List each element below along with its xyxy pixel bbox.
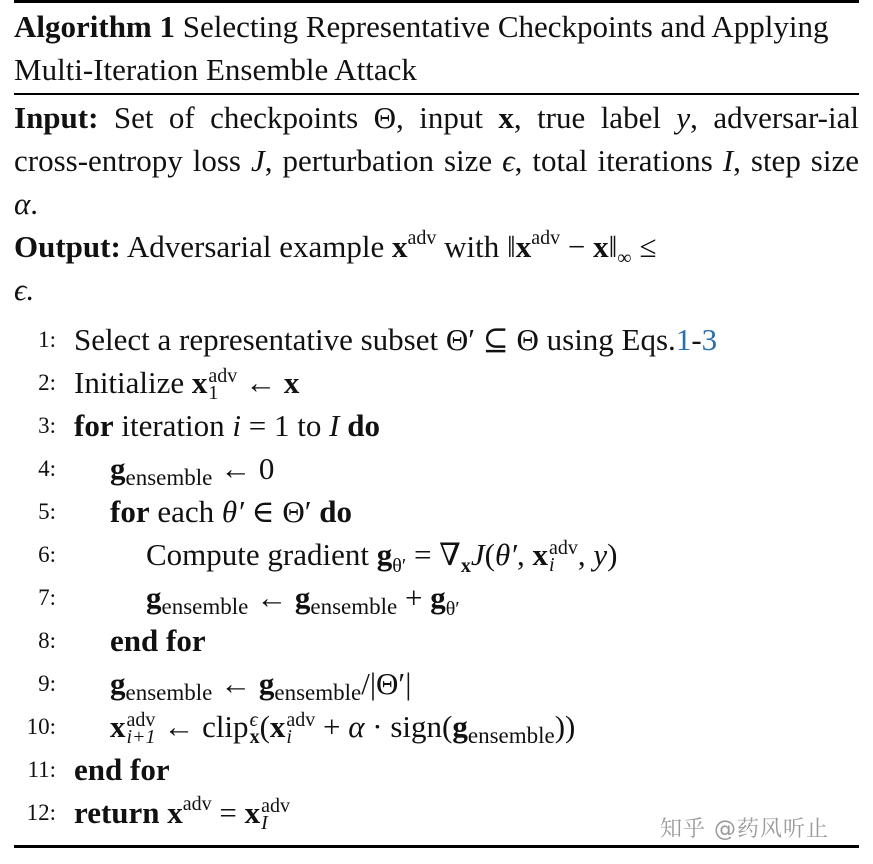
sign-fn: · sign( xyxy=(364,709,453,744)
output-x: x xyxy=(515,229,532,264)
ensemble-subscript: ensemble xyxy=(274,680,362,705)
subsup xyxy=(126,709,156,748)
clip-fn: clip xyxy=(202,709,249,744)
line-number: 10: xyxy=(26,714,56,739)
ensemble-subscript: ensemble xyxy=(125,680,213,705)
input-x: x xyxy=(498,100,514,135)
watermark: 知乎 @药风听止 xyxy=(660,817,829,842)
step-text-part: = 1 to xyxy=(241,408,330,443)
algorithm-title: Selecting Representative Checkpoints and Applying Multi-Iteration Ensemble Attack xyxy=(14,9,829,87)
step-text-part: /|Θ′| xyxy=(361,666,412,701)
line-number: 2: xyxy=(38,370,56,395)
comma: , xyxy=(577,537,594,572)
superscript: adv xyxy=(548,537,578,559)
step-text-part: ∈ Θ′ xyxy=(243,494,320,529)
math-x: x xyxy=(269,709,286,744)
paren: ) xyxy=(607,537,618,572)
output-label: Output: xyxy=(14,229,121,264)
step-text xyxy=(74,318,717,361)
step-text-part: Compute gradient xyxy=(146,537,377,572)
paren: )) xyxy=(554,709,576,744)
arrow: ← xyxy=(237,365,284,400)
keyword-do: do xyxy=(319,494,353,529)
line-number: 8: xyxy=(38,628,56,653)
arrow: ← xyxy=(248,580,295,615)
paren: ( xyxy=(484,537,495,572)
step-text-part: - xyxy=(691,322,702,357)
math-theta: θ′ xyxy=(494,537,517,572)
input-text: , adversar-ial cross-entropy loss xyxy=(14,100,859,178)
superscript: adv xyxy=(286,709,316,731)
input-text: , perturbation size xyxy=(264,143,503,178)
output-text: with xyxy=(436,229,507,264)
subsup xyxy=(208,365,238,404)
step-text xyxy=(110,662,411,708)
subsup xyxy=(548,537,578,576)
math-g: g xyxy=(258,666,275,701)
keyword-for: for xyxy=(74,408,114,443)
output-x: x xyxy=(593,229,609,264)
line-number: 11: xyxy=(27,757,56,782)
keyword-do: do xyxy=(339,408,380,443)
superscript: adv xyxy=(261,795,291,817)
superscript: ϵ xyxy=(249,709,258,731)
step-text xyxy=(74,361,299,404)
line-number: 6: xyxy=(38,542,56,567)
line-number: 9: xyxy=(38,671,56,696)
math-I: I xyxy=(329,408,340,443)
leq-sign: ≤ xyxy=(631,229,657,264)
subscript: θ′ xyxy=(445,598,460,620)
keyword-end-for: end for xyxy=(74,752,170,787)
equation-ref-link[interactable]: 1 xyxy=(675,322,692,357)
output-x: x xyxy=(391,229,408,264)
algorithm-label: Algorithm 1 xyxy=(14,9,176,44)
step-text-part: iteration xyxy=(113,408,233,443)
superscript: adv xyxy=(126,709,156,731)
math-alpha: α xyxy=(348,709,365,744)
subscript: i xyxy=(548,554,555,576)
math-g: g xyxy=(376,537,393,572)
paren: ( xyxy=(259,709,270,744)
keyword-return: return xyxy=(74,795,160,830)
subscript: i xyxy=(286,726,292,748)
bottom-rule xyxy=(14,845,859,848)
step-text-part: ← 0 xyxy=(212,451,275,486)
line-number: 3: xyxy=(38,413,56,438)
input-text: , step size xyxy=(733,143,859,178)
math-x: x xyxy=(283,365,300,400)
subsup xyxy=(261,795,291,834)
math-x: x xyxy=(532,537,548,572)
input-text: , total iterations xyxy=(514,143,723,178)
step-text xyxy=(146,576,460,622)
norm-close: ‖ xyxy=(608,229,618,264)
norm-open: ‖ xyxy=(506,229,516,264)
subsup xyxy=(249,709,260,748)
equals: = xyxy=(211,795,245,830)
output-text: Adversarial example xyxy=(126,229,392,264)
input-I: I xyxy=(722,143,734,178)
math-g: g xyxy=(110,666,126,701)
math-x: x xyxy=(191,365,208,400)
math-g: g xyxy=(294,580,311,615)
ensemble-subscript: ensemble xyxy=(310,594,398,619)
math-J: J xyxy=(470,537,485,572)
input-text: Set of checkpoints Θ, input xyxy=(113,100,499,135)
step-text-part: Select a representative subset Θ′ ⊆ Θ using Eqs. xyxy=(74,322,676,357)
adv-superscript: adv xyxy=(531,227,561,249)
step-text xyxy=(146,533,617,576)
io-spec xyxy=(14,96,859,311)
math-theta: θ′ xyxy=(221,494,244,529)
arrow: ← xyxy=(212,666,259,701)
arrow: ← xyxy=(155,709,203,744)
line-number: 1: xyxy=(38,327,56,352)
superscript: adv xyxy=(208,365,238,387)
minus-sign: − xyxy=(560,229,594,264)
math-y: y xyxy=(593,537,608,572)
superscript: adv xyxy=(182,793,212,815)
input-y: y xyxy=(676,100,691,135)
step-text xyxy=(74,791,290,834)
plus: + xyxy=(315,709,349,744)
input-spec xyxy=(14,96,859,225)
math-g: g xyxy=(452,709,468,744)
keyword-end-for: end for xyxy=(110,623,206,658)
line-number: 4: xyxy=(38,456,56,481)
adv-superscript: adv xyxy=(407,227,437,249)
output-eps: ϵ. xyxy=(14,272,35,307)
subscript: I xyxy=(261,812,268,834)
step-text-part: each xyxy=(149,494,222,529)
math-x: x xyxy=(110,709,126,744)
math-g: g xyxy=(110,451,126,486)
line-number: 7: xyxy=(38,585,56,610)
subscript: 1 xyxy=(208,382,219,404)
input-label: Input: xyxy=(14,100,99,135)
plus: + xyxy=(397,580,431,615)
input-text: , true label xyxy=(513,100,677,135)
caption-rule xyxy=(14,93,859,95)
math-x: x xyxy=(244,795,261,830)
input-J: J xyxy=(250,143,265,178)
line-number: 12: xyxy=(26,800,56,825)
algorithm-caption xyxy=(14,5,859,91)
output-spec xyxy=(14,225,859,311)
math-g: g xyxy=(146,580,162,615)
step-text xyxy=(74,404,380,447)
input-eps: ϵ xyxy=(502,143,515,178)
step-text-part: Initialize xyxy=(74,365,192,400)
step-text xyxy=(110,447,274,493)
top-rule xyxy=(14,0,859,3)
math-x: x xyxy=(167,795,183,830)
subscript: i+1 xyxy=(126,726,156,748)
math-i: i xyxy=(232,408,242,443)
infinity-subscript: ∞ xyxy=(617,247,632,269)
line-number: 5: xyxy=(38,499,56,524)
subscript: x xyxy=(249,726,260,748)
ensemble-subscript: ensemble xyxy=(125,465,213,490)
ensemble-subscript: ensemble xyxy=(467,723,555,748)
step-text xyxy=(110,490,352,533)
input-text: . xyxy=(30,186,39,221)
step-text xyxy=(110,705,575,751)
nabla: = ∇ xyxy=(406,537,461,572)
ensemble-subscript: ensemble xyxy=(161,594,249,619)
input-alpha: α xyxy=(14,186,31,221)
math-g: g xyxy=(430,580,446,615)
subscript: x xyxy=(460,555,471,577)
subscript: θ′ xyxy=(392,555,407,577)
keyword-for: for xyxy=(110,494,150,529)
subsup xyxy=(286,709,316,748)
equation-ref-link[interactable]: 3 xyxy=(701,322,718,357)
comma: , xyxy=(516,537,533,572)
